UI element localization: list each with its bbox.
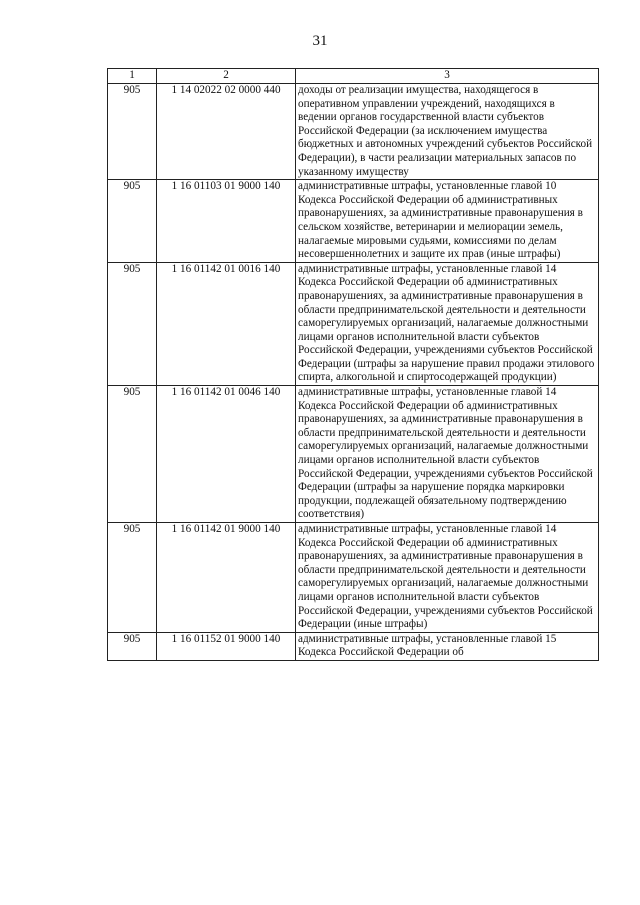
table-row	[108, 262, 599, 385]
admin-code-cell: 905	[108, 84, 157, 180]
description-cell: административные штрафы, установленные главой 10 Кодекса Российской Федерации об административных правонарушениях, за административные правонарушения в сельском хозяйстве, ветеринарии и мелиорации земель, налагаемые мировыми судьями, комиссиями по делам несовершеннолетних и защите их прав (иные штрафы)	[296, 180, 599, 263]
admin-code-cell: 905	[108, 386, 157, 523]
column-header-1: 1	[108, 69, 157, 84]
revenue-code-cell: 1 16 01142 01 0046 140	[157, 386, 296, 523]
revenue-code-cell: 1 16 01142 01 9000 140	[157, 523, 296, 633]
table-row	[108, 84, 599, 180]
description-cell: доходы от реализации имущества, находящегося в оперативном управлении учреждений, находящихся в ведении органов государственной власти субъектов Российской Федерации (за исключением имущества бюджетных и автономных учреждений субъектов Российской Федерации), в части реализации материальных запасов по указанному имуществу	[296, 84, 599, 180]
revenue-code-cell: 1 16 01103 01 9000 140	[157, 180, 296, 263]
admin-code-cell: 905	[108, 180, 157, 263]
page-number: 31	[312, 33, 328, 49]
admin-code-cell: 905	[108, 523, 157, 633]
table-row	[108, 386, 599, 523]
revenue-code-cell: 1 14 02022 02 0000 440	[157, 84, 296, 180]
revenue-code-cell: 1 16 01152 01 9000 140	[157, 632, 296, 660]
admin-code-cell: 905	[108, 262, 157, 385]
column-header-2: 2	[157, 69, 296, 84]
table-row	[108, 180, 599, 263]
revenue-codes-table	[107, 68, 599, 661]
description-cell: административные штрафы, установленные главой 14 Кодекса Российской Федерации об административных правонарушениях, за административные правонарушения в области предпринимательской деятельности и деятельности саморегулируемых организаций, налагаемые должностными лицами органов исполнительной власти субъектов Российской Федерации, учреждениями субъектов Российской Федерации (иные штрафы)	[296, 523, 599, 633]
description-cell: административные штрафы, установленные главой 14 Кодекса Российской Федерации об административных правонарушениях, за административные правонарушения в области предпринимательской деятельности и деятельности саморегулируемых организаций, налагаемые должностными лицами органов исполнительной власти субъектов Российской Федерации, учреждениями субъектов Российской Федерации (штрафы за нарушение правил продажи этилового спирта, алкогольной и спиртосодержащей продукции)	[296, 262, 599, 385]
table-row	[108, 523, 599, 633]
column-header-3: 3	[296, 69, 599, 84]
table-row	[108, 632, 599, 660]
revenue-code-cell: 1 16 01142 01 0016 140	[157, 262, 296, 385]
table-header-row	[108, 69, 599, 84]
description-cell: административные штрафы, установленные главой 15 Кодекса Российской Федерации об	[296, 632, 599, 660]
admin-code-cell: 905	[108, 632, 157, 660]
description-cell: административные штрафы, установленные главой 14 Кодекса Российской Федерации об административных правонарушениях, за административные правонарушения в области предпринимательской деятельности и деятельности саморегулируемых организаций, налагаемые должностными лицами органов исполнительной власти субъектов Российской Федерации, учреждениями субъектов Российской Федерации (штрафы за нарушение порядка маркировки продукции, подлежащей обязательному подтверждению соответствия)	[296, 386, 599, 523]
